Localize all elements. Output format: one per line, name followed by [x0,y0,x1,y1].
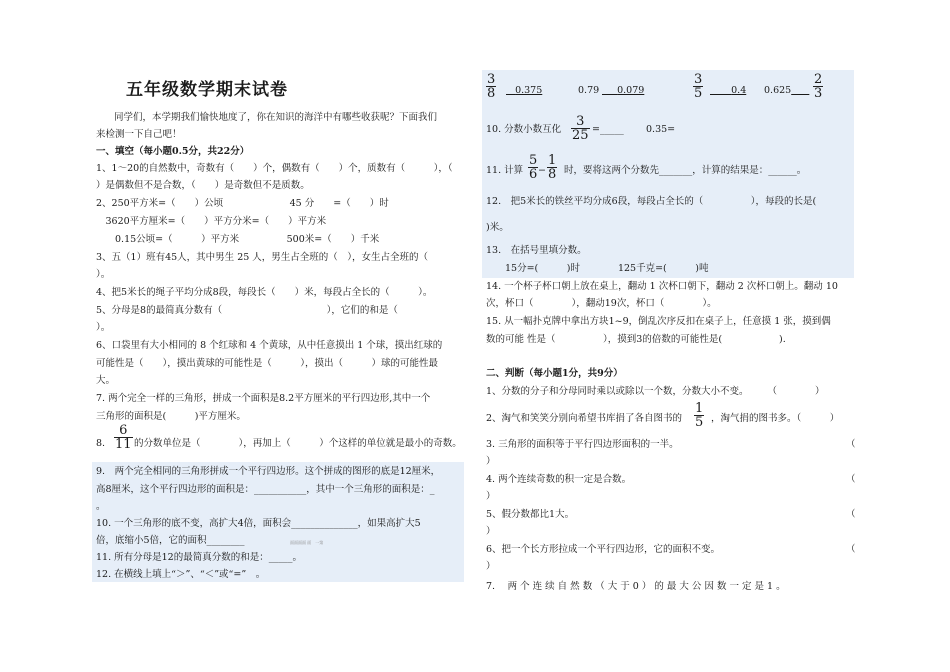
fraction-denominator: 6 [529,167,538,182]
right-line: 数的可能 性是（ ），摸到3的倍数的可能性是( ). [486,334,786,345]
q11-text: 时，要将这两个分数先_______，计算的结果是：______。 [564,165,807,176]
q11-fraction-5-6 [528,154,538,181]
left-hl-line: 。 [96,501,106,512]
right-hl-line: 15分=( )时 125千克=( )吨 [486,263,709,274]
q10-fraction [571,115,590,142]
compare-value [710,85,746,97]
left-line: ）。 [96,322,111,333]
left-line: 0.15公顷=（ ）平方米 500米=（ ）千米 [96,234,380,245]
left-line: ）是偶数但不是合数，（ ）是奇数但不是质数。 [96,180,310,191]
left-hl-line: 倍，底缩小5倍，它的面积________ [96,535,245,546]
right-hl-line: 13. 在括号里填分数。 [486,245,587,256]
left-line: 可能性是（ ），摸出黄球的可能性是（ ），摸出（ ）球的可能性最 [96,358,439,369]
judge-2-b: ，淘气捐的图书多。（ ） [711,413,840,424]
q10-decimal: 0.35= [646,124,676,135]
compare-fraction-3-5 [693,73,703,100]
fraction-denominator: 3 [814,86,823,101]
judge-line: 1、分数的分子和分母同时乘以或除以一个数，分数大小不变。 （ ） [486,386,825,397]
left-hl-line: 12. 在横线上填上“＞”、“＜”或“=” 。 [96,569,266,580]
fraction-numerator: 6 [119,423,128,438]
fraction-denominator: 11 [115,437,132,452]
judge-line: 6、把一个长方形拉成一个平行四边形，它的面积不变。 [486,544,721,555]
compare-fraction-2-3 [813,73,823,100]
q8-text: 的分数单位是（ ），再加上（ ）个这样的单位就是最小的奇数。 [134,438,462,449]
judge-7: 7. 两 个 连 续 自 然 数 （ 大 于 0 ） 的 最 大 公 因 数 一 定 是 1 。 [486,581,786,592]
left-hl-line: 9. 两个完全相同的三角形拼成一个平行四边形。这个拼成的图形的底是12厘米， [96,466,441,477]
left-line: 7. 两个完全一样的三角形，拼成一个面积是8.2平方厘米的平行四边形,其中一个 [96,393,431,404]
compare-fraction-3-8 [486,73,496,100]
left-hl-line: 高8厘米，这个平行四边形的面积是：___________，其中一个三角形的面积是：_ [96,484,435,495]
fraction-numerator: 3 [487,72,496,87]
q11-minus: − [538,165,546,176]
judge-paren-close: ） [486,456,496,467]
judge-line: 4. 两个连续奇数的积一定是合数。 [486,474,632,485]
q8-fraction [114,424,133,451]
right-line: 次，杯口（ ），翻动19次，杯口（ ）。 [486,298,717,309]
page-title: 五年级数学期末试卷 [126,80,288,100]
fraction-numerator: 5 [529,153,538,168]
right-line: 15. 从一幅扑克牌中拿出方块1~9，倒乱次序反扣在桌子上，任意摸 1 张，摸到偶 [486,316,831,327]
judge-line: 5、假分数都比1大。 [486,509,575,520]
left-line: 三角形的面积是( )平方厘米。 [96,411,246,422]
compare-value [602,85,644,97]
q11-label: 11. 计算 [486,165,524,176]
compare-value [506,85,542,97]
compare-value-text: 0.079 [617,85,645,96]
fraction-denominator: 8 [548,167,557,182]
judge-paren-open: （ [846,544,856,555]
left-line: 大。 [96,375,116,386]
q10-label: 10. 分数小数互化 [486,124,562,135]
intro-line-2: 来检测一下自己吧！ [96,129,182,140]
right-line: 14. 一个杯子杯口朝上放在桌上，翻动 1 次杯口朝下，翻动 2 次杯口朝上。翻动 10 [486,281,838,292]
section-judge-heading: 二、判断（每小题1分，共9分） [486,368,623,379]
left-hl-line: 11. 所有分母是12的最简真分数的和是：_____。 [96,552,302,563]
judge-2-a: 2、淘气和笑笑分别向希望书库捐了各自图书的 [486,413,683,424]
fraction-denominator: 5 [695,415,704,430]
judge-line: 3. 三角形的面积等于平行四边形面积的一半。 [486,439,679,450]
left-line: ）。 [96,269,111,280]
judge-paren-close: ） [486,526,496,537]
judge-paren-open: （ [846,439,856,450]
judge-paren-close: ） [486,491,496,502]
intro-line-1: 同学们，本学期我们愉快地度了，你在知识的海洋中有哪些收获呢？下面我们 [114,112,438,123]
judge-2-fraction [694,402,704,429]
q11-fraction-1-8 [547,154,557,181]
judge-paren-open: （ [846,474,856,485]
right-hl-line: 12. 把5米长的铁丝平均分成6段，每段占全长的（ ），每段的长是( [486,196,817,207]
left-line: 2、250平方米=（ ）公顷 45 分 =（ ）时 [96,198,389,209]
left-line: 4、把5米长的绳子平均分成8段，每段长（ ）米，每段占全长的（ ）。 [96,287,433,298]
compare-value-text: 0.4 [731,85,747,96]
left-line: 3620平方厘米=（ ）平方分米=（ ）平方米 [96,216,327,227]
compare-value-text: 0.625 [764,85,792,96]
fraction-denominator: 25 [572,128,589,143]
left-line: 3、五（1）班有45人，其中男生 25 人，男生占全班的（ ），女生占全班的（ [96,252,429,263]
compare-value: 0.79 [578,85,600,96]
q8-label: 8. [96,438,106,449]
fraction-numerator: 2 [814,72,823,87]
compare-value-text: 0.375 [515,85,543,96]
fraction-denominator: 8 [487,86,496,101]
section-fill-heading: 一、填空（每小题0.5分，共22分） [96,146,250,157]
left-line: 6、口袋里有大小相同的 8 个红球和 4 个黄球，从中任意摸出 1 个球，摸出红球的 [96,340,443,351]
faint-mark: 面面面面 面 一第 [290,540,324,545]
fraction-denominator: 5 [694,86,703,101]
fraction-numerator: 1 [548,153,557,168]
q10-equals: =_____ [592,124,624,135]
left-line: 5、分母是8的最简真分数有（ ），它们的和是（ [96,305,398,316]
left-line: 1、1～20的自然数中，奇数有（ ）个，偶数有（ ）个，质数有（ ），（ [96,163,453,174]
right-hl-line: )米。 [486,222,509,233]
compare-value [764,85,809,97]
left-hl-line: 10. 一个三角形的底不变，高扩大4倍，面积会______________，如果高扩大5 [96,518,421,529]
fraction-numerator: 3 [576,114,585,129]
judge-paren-open: （ [846,509,856,520]
fraction-numerator: 1 [695,401,704,416]
judge-paren-close: ） [486,561,496,572]
fraction-numerator: 3 [694,72,703,87]
